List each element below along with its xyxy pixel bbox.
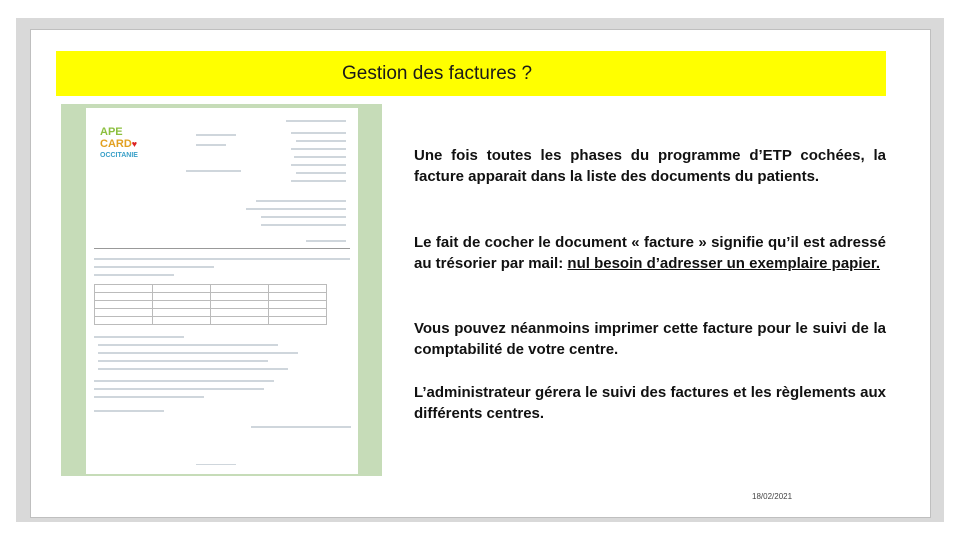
doc-line (291, 180, 346, 182)
doc-line (98, 352, 298, 354)
doc-line (291, 148, 346, 150)
doc-table (94, 284, 327, 325)
doc-line (94, 388, 264, 390)
ape-card-logo (100, 126, 140, 182)
slide-date: 18/02/2021 (752, 492, 793, 501)
paragraph-facture-list: Une fois toutes les phases du programme d’ETP cochées, la facture apparait dans la liste des documents du patients. (414, 147, 886, 185)
doc-line (98, 344, 278, 346)
paragraph-print: Vous pouvez néanmoins imprimer cette facture pour le suivi de la comptabilité de votre centre. (414, 320, 886, 358)
logo-line-3: OCCITANIE (100, 152, 138, 159)
doc-line (291, 132, 346, 134)
doc-line (94, 410, 164, 412)
doc-line (286, 120, 346, 122)
doc-line (251, 426, 351, 428)
paragraph-facture-mail-text: Le fait de cocher le document « facture » signifie qu’il est adressé au trésorier par mail: (414, 234, 886, 272)
doc-line (196, 464, 236, 465)
doc-line (94, 266, 214, 268)
paragraph-facture-mail (414, 232, 886, 274)
doc-line (261, 216, 346, 218)
logo-line-1: APE (100, 126, 123, 138)
doc-line (94, 336, 184, 338)
doc-line (296, 172, 346, 174)
doc-line (186, 170, 241, 172)
doc-line (98, 360, 268, 362)
doc-line (306, 240, 346, 242)
doc-line (291, 164, 346, 166)
doc-line (294, 156, 346, 158)
doc-line (98, 368, 288, 370)
heart-icon: ♥ (131, 139, 138, 149)
doc-line (261, 224, 346, 226)
doc-line (94, 274, 174, 276)
title-bar (56, 51, 886, 96)
doc-line (256, 200, 346, 202)
paragraph-facture-mail-underlined: nul besoin d’adresser un exemplaire papier. (567, 255, 881, 272)
doc-line (196, 144, 226, 146)
doc-line (246, 208, 346, 210)
slide-title: Gestion des factures ? (342, 62, 533, 84)
doc-line (296, 140, 346, 142)
doc-rule (94, 248, 350, 249)
paragraph-admin: L’administrateur gérera le suivi des factures et les règlements aux différents centres. (414, 384, 886, 422)
doc-line (94, 380, 274, 382)
logo-line-2: CARD♥ (100, 138, 138, 150)
doc-line (94, 258, 350, 260)
doc-line (94, 396, 204, 398)
doc-line (196, 134, 236, 136)
invoice-image (86, 108, 358, 474)
